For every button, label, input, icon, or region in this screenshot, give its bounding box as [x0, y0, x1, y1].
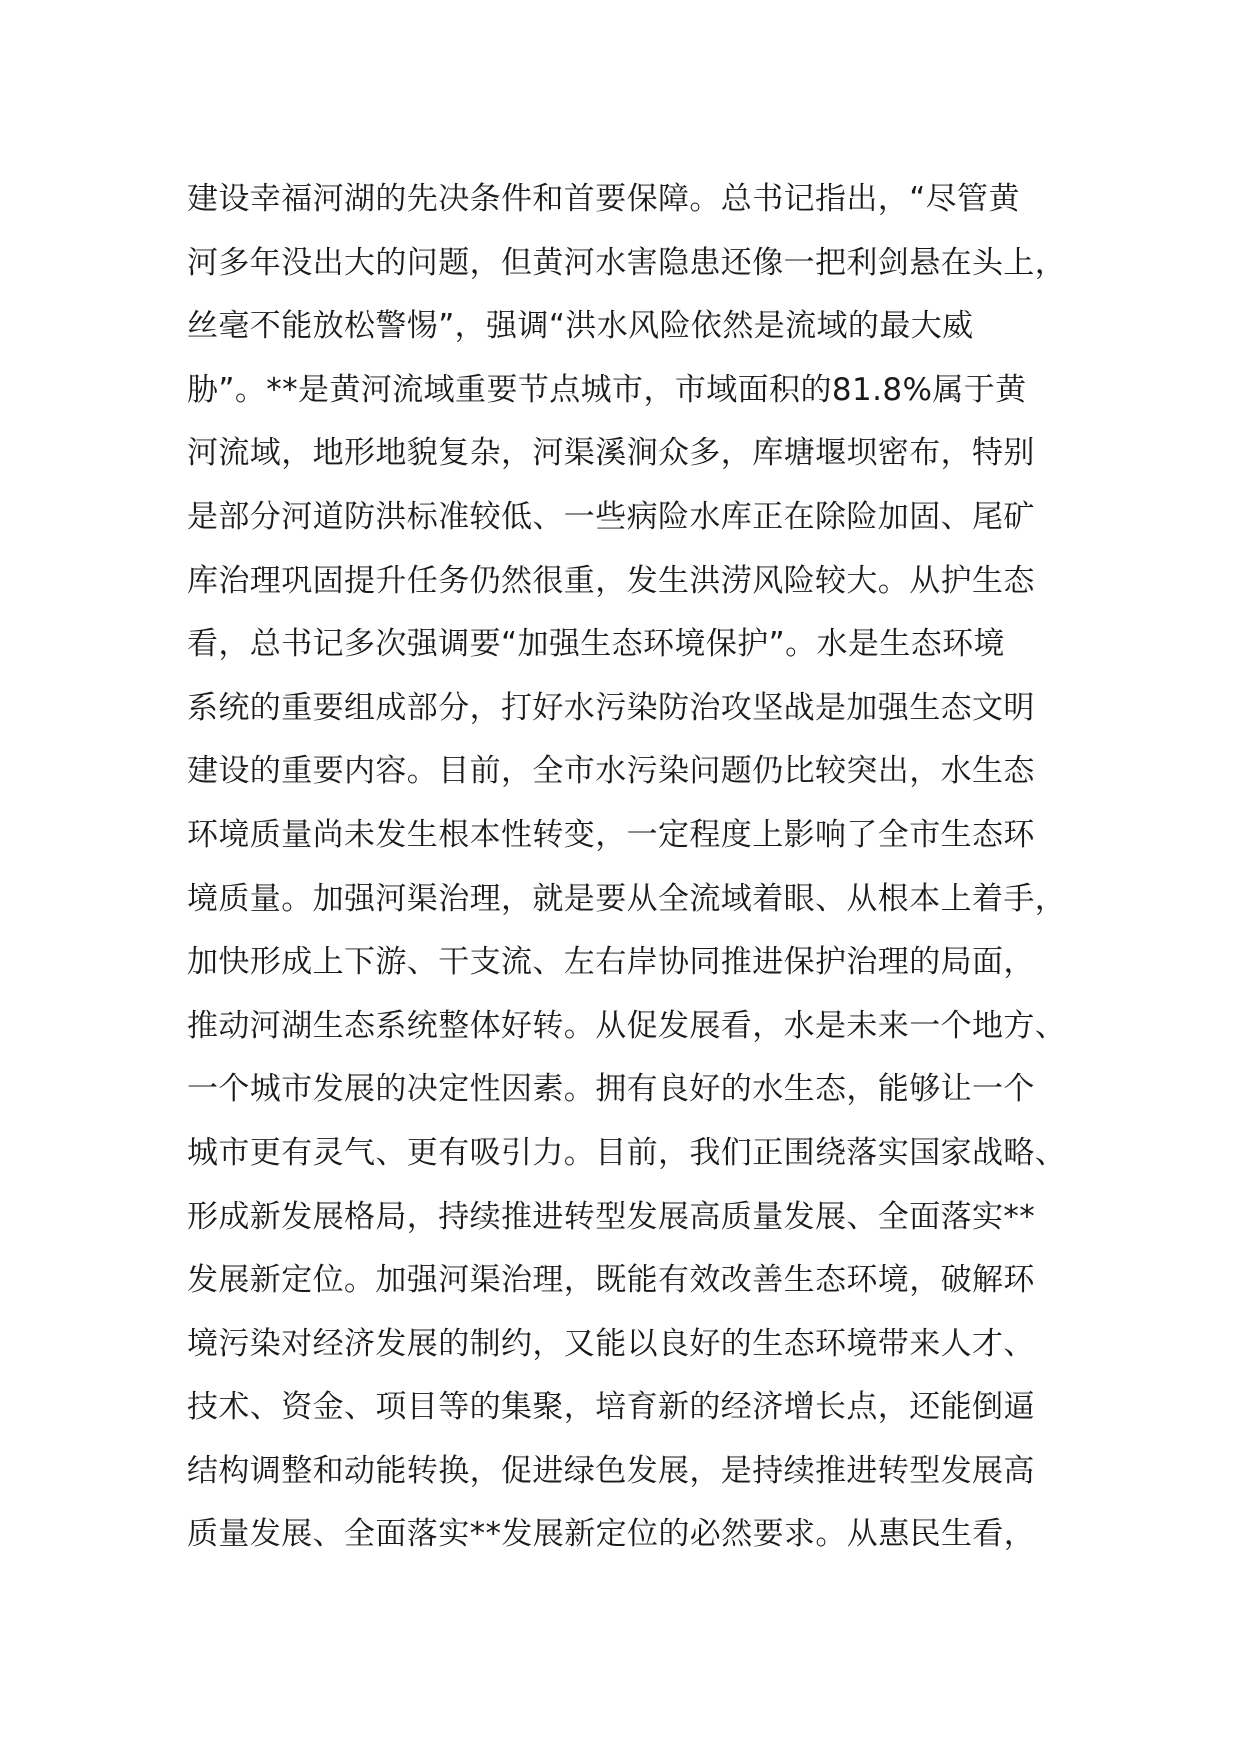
text-line: 质量发展、全面落实**发展新定位的必然要求。从惠民生看， — [187, 1516, 1036, 1553]
text-line: 境污染对经济发展的制约，又能以良好的生态环境带来人才、 — [187, 1325, 1035, 1362]
text-line: 结构调整和动能转换，促进绿色发展，是持续推进转型发展高 — [187, 1452, 1035, 1489]
text-line: 技术、资金、项目等的集聚，培育新的经济增长点，还能倒逼 — [187, 1389, 1035, 1426]
text-line: 看，总书记多次强调要“加强生态环境保护”。水是生态环境 — [187, 626, 1005, 663]
text-line: 环境质量尚未发生根本性转变，一定程度上影响了全市生态环 — [187, 816, 1035, 853]
text-line: 库治理巩固提升任务仍然很重，发生洪涝风险较大。从护生态 — [187, 562, 1035, 599]
text-line: 推动河湖生态系统整体好转。从促发展看，水是未来一个地方、 — [187, 1007, 1067, 1044]
text-line: 系统的重要组成部分，打好水污染防治攻坚战是加强生态文明 — [187, 689, 1035, 726]
text-line: 河多年没出大的问题，但黄河水害隐患还像一把利剑悬在头上， — [187, 244, 1067, 281]
text-line: 发展新定位。加强河渠治理，既能有效改善生态环境，破解环 — [187, 1262, 1035, 1299]
text-line: 形成新发展格局，持续推进转型发展高质量发展、全面落实** — [187, 1198, 1036, 1235]
text-line: 丝毫不能放松警惕”，强调“洪水风险依然是流域的最大威 — [187, 308, 974, 345]
body-paragraph — [187, 168, 1087, 1567]
text-line: 胁”。**是黄河流域重要节点城市，市域面积的81.8%属于黄 — [187, 371, 1027, 408]
text-line: 是部分河道防洪标准较低、一些病险水库正在除险加固、尾矿 — [187, 498, 1035, 535]
text-line: 一个城市发展的决定性因素。拥有良好的水生态，能够让一个 — [187, 1071, 1035, 1108]
text-line: 河流域，地形地貌复杂，河渠溪涧众多，库塘堰坝密布，特别 — [187, 435, 1035, 472]
text-line: 城市更有灵气、更有吸引力。目前，我们正围绕落实国家战略、 — [187, 1134, 1067, 1171]
text-line: 建设幸福河湖的先决条件和首要保障。总书记指出，“尽管黄 — [187, 181, 1020, 217]
text-line: 境质量。加强河渠治理，就是要从全流域着眼、从根本上着手， — [187, 880, 1067, 917]
text-line: 加快形成上下游、干支流、左右岸协同推进保护治理的局面， — [187, 944, 1035, 981]
text-line: 建设的重要内容。目前，全市水污染问题仍比较突出，水生态 — [187, 753, 1035, 790]
